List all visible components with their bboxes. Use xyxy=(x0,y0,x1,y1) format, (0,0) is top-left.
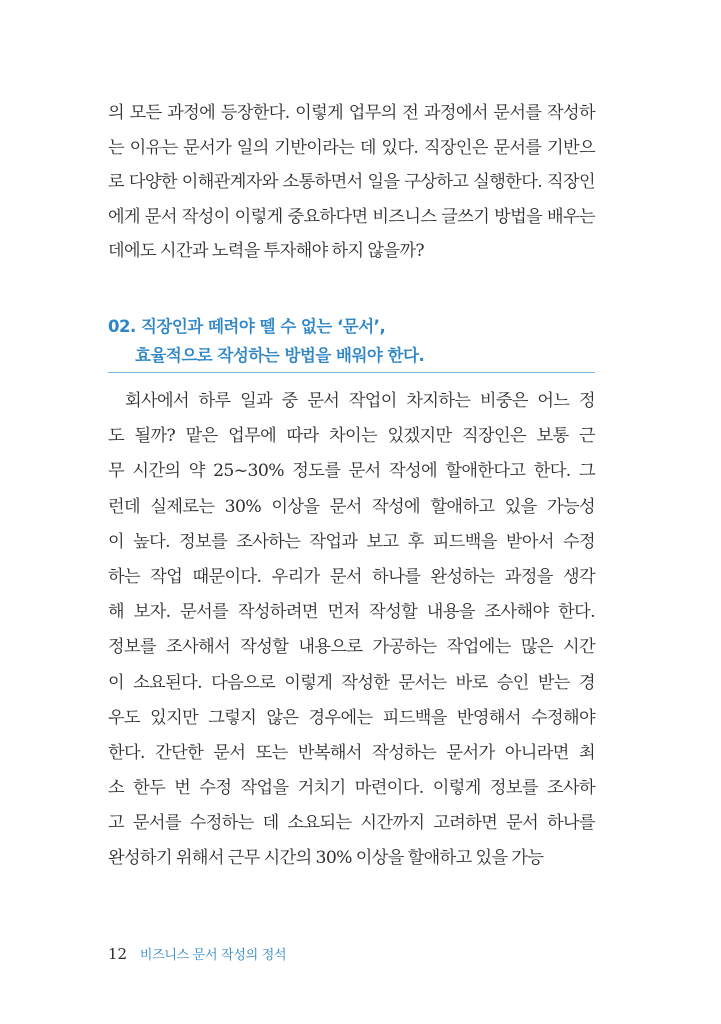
text-line: 도 될까? 맡은 업무에 따라 차이는 있겠지만 직장인은 보통 근 xyxy=(108,426,595,447)
text-line: 완성하기 위해서 근무 시간의 30% 이상을 할애하고 있을 가능 xyxy=(108,848,544,869)
text-line: 데에도 시간과 노력을 투자해야 하지 않을까? xyxy=(108,241,424,261)
text-line: 로 다양한 이해관계자와 소통하면서 일을 구상하고 실행한다. 직장인 xyxy=(108,172,595,192)
text-line: 소 한두 번 수정 작업을 거치기 마련이다. 이렇게 정보를 조사하 xyxy=(108,778,595,799)
text-line: 는 이유는 문서가 일의 기반이라는 데 있다. 직장인은 문서를 기반으 xyxy=(108,137,595,158)
text-line: 이 소요된다. 다음으로 이렇게 작성한 문서는 바로 승인 받는 경 xyxy=(108,672,595,693)
text-line: 의 모든 과정에 등장한다. 이렇게 업무의 전 과정에서 문서를 작성하 xyxy=(108,103,595,123)
section-heading-line-2: 효율적으로 작성하는 방법을 배워야 한다. xyxy=(135,346,425,365)
text-line: 에게 문서 작성이 이렇게 중요하다면 비즈니스 글쓰기 방법을 배우는 xyxy=(108,206,595,227)
text-line: 무 시간의 약 25~30% 정도를 문서 작성에 할애한다고 한다. 그 xyxy=(108,461,595,482)
body-paragraph xyxy=(108,384,608,877)
page-number: 12 xyxy=(108,945,128,963)
heading-divider xyxy=(108,372,595,373)
text-line: 회사에서 하루 일과 중 문서 작업이 차지하는 비중은 어느 정 xyxy=(125,391,595,411)
text-line: 해 보자. 문서를 작성하려면 먼저 작성할 내용을 조사해야 한다. xyxy=(108,602,595,623)
running-title: 비즈니스 문서 작성의 정석 xyxy=(139,948,287,963)
text-line: 런데 실제로는 30% 이상을 문서 작성에 할애하고 있을 가능성 xyxy=(108,496,595,517)
text-line: 우도 있지만 그렇지 않은 경우에는 피드백을 반영해서 수정해야 xyxy=(108,707,595,728)
section-heading xyxy=(108,312,608,370)
text-line: 한다. 간단한 문서 또는 반복해서 작성하는 문서가 아니라면 최 xyxy=(108,742,595,763)
text-line: 하는 작업 때문이다. 우리가 문서 하나를 완성하는 과정을 생각 xyxy=(108,566,595,587)
text-line: 정보를 조사해서 작성할 내용으로 가공하는 작업에는 많은 시간 xyxy=(108,637,595,658)
text-line: 이 높다. 정보를 조사하는 작업과 보고 후 피드백을 받아서 수정 xyxy=(108,531,595,552)
section-heading-line-1: 02. 직장인과 떼려야 뗄 수 없는 ‘문서’, xyxy=(108,317,386,336)
intro-paragraph xyxy=(108,96,608,269)
page-footer xyxy=(108,944,286,963)
text-line: 고 문서를 수정하는 데 소요되는 시간까지 고려하면 문서 하나를 xyxy=(108,813,595,834)
